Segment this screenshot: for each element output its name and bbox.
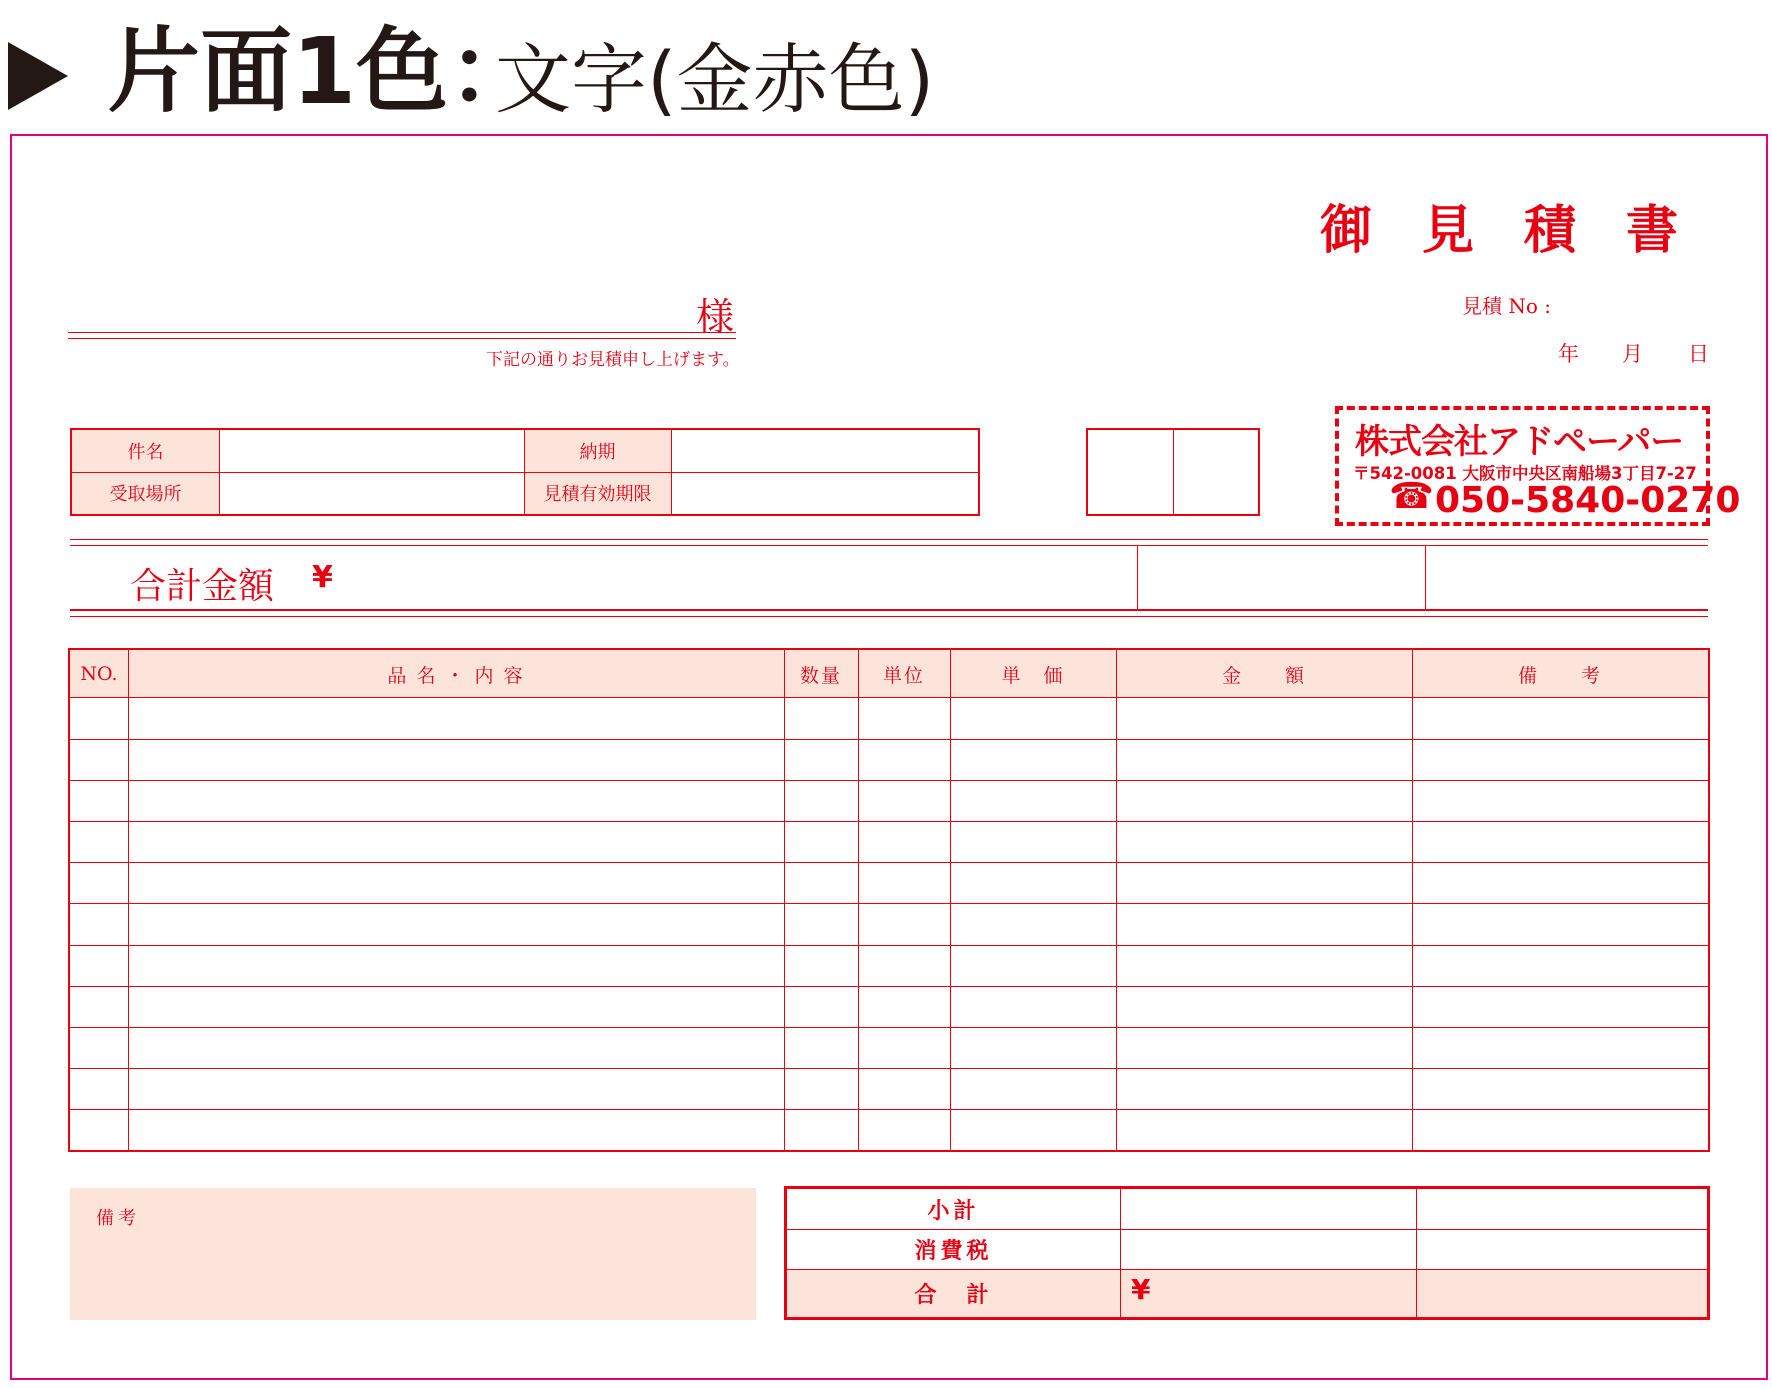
total-row-fill [1120,1269,1707,1317]
total-rule [70,545,1708,546]
items-table [68,648,1710,1152]
location-field[interactable] [219,472,524,514]
estimate-no-label: 見積 No : [1462,294,1551,318]
heading-main: 片面1色： [108,18,541,125]
addressee-line [68,338,736,339]
table-row-line [70,780,1708,781]
info-divider [72,472,978,473]
info-divider [671,430,672,514]
greeting-text: 下記の通りお見積申し上げます。 [486,350,740,370]
company-address: 〒542-0081 大阪市中央区南船場3丁目7-27 [1353,464,1697,483]
table-row-line [70,1068,1708,1069]
table-row-line [70,1109,1708,1110]
header-amount: 金 額 [1221,664,1306,687]
summary-table [784,1186,1710,1320]
header-price: 単 価 [1001,664,1065,687]
addressee-suffix: 様 [696,295,735,339]
items-table-header [70,650,1708,698]
addressee-line [68,332,736,333]
info-divider [524,430,525,514]
total-label: 合 計 [787,1269,1120,1317]
item-name-field[interactable] [219,430,524,472]
date-year-label: 年 [1558,342,1579,366]
summary-divider [1120,1189,1121,1317]
company-name: 株式会社アドペーパー [1355,422,1684,462]
total-rule [70,616,1708,617]
header-note: 備 考 [1517,664,1602,687]
location-label: 受取場所 [72,472,219,514]
tax-label: 消費税 [914,1238,993,1264]
total-rule [70,609,1708,611]
table-row-line [70,821,1708,822]
summary-divider [1416,1189,1417,1317]
document-title: 御見積書 [1320,201,1729,261]
table-row-line [70,1027,1708,1028]
column-divider [950,650,951,1150]
total-yen-sign: ¥ [312,560,333,595]
total-divider [1137,546,1138,610]
column-divider [784,650,785,1150]
info-divider [219,430,220,514]
total-divider [1425,546,1426,610]
phone-icon: ☎ [1389,476,1434,517]
table-row-line [70,739,1708,740]
company-box [1335,406,1741,526]
summary-yen-sign: ¥ [1131,1273,1151,1306]
stamp-boxes [1086,428,1260,516]
info-table [70,428,980,516]
heading-sub: 文字(金赤色) [495,35,935,124]
table-row-line [70,986,1708,987]
column-divider [1412,650,1413,1150]
table-row-line [70,862,1708,863]
delivery-label: 納期 [524,430,671,472]
remarks-box[interactable] [70,1188,756,1320]
header-qty: 数量 [799,664,842,687]
date-month-label: 月 [1622,342,1643,366]
column-divider [858,650,859,1150]
column-divider [128,650,129,1150]
company-tel: 050-5840-0270 [1435,480,1741,521]
header-no: NO. [80,663,118,685]
summary-divider [787,1269,1707,1270]
subtotal-label: 小計 [927,1198,980,1224]
total-rule [70,539,1708,540]
column-divider [1116,650,1117,1150]
header-item: 品 名 ・ 内 容 [387,664,525,687]
total-amount-label: 合計金額 [130,566,275,607]
date-day-label: 日 [1688,342,1709,366]
play-triangle-icon [8,42,68,110]
table-row-line [70,903,1708,904]
remarks-label: 備考 [96,1208,140,1229]
item-name-label: 件名 [72,430,219,472]
validity-label: 見積有効期限 [524,472,671,514]
table-row-line [70,945,1708,946]
validity-field[interactable] [671,472,978,514]
stamp-divider [1173,430,1174,514]
summary-divider [787,1229,1707,1230]
header-unit: 単位 [882,664,925,687]
delivery-field[interactable] [671,430,978,472]
